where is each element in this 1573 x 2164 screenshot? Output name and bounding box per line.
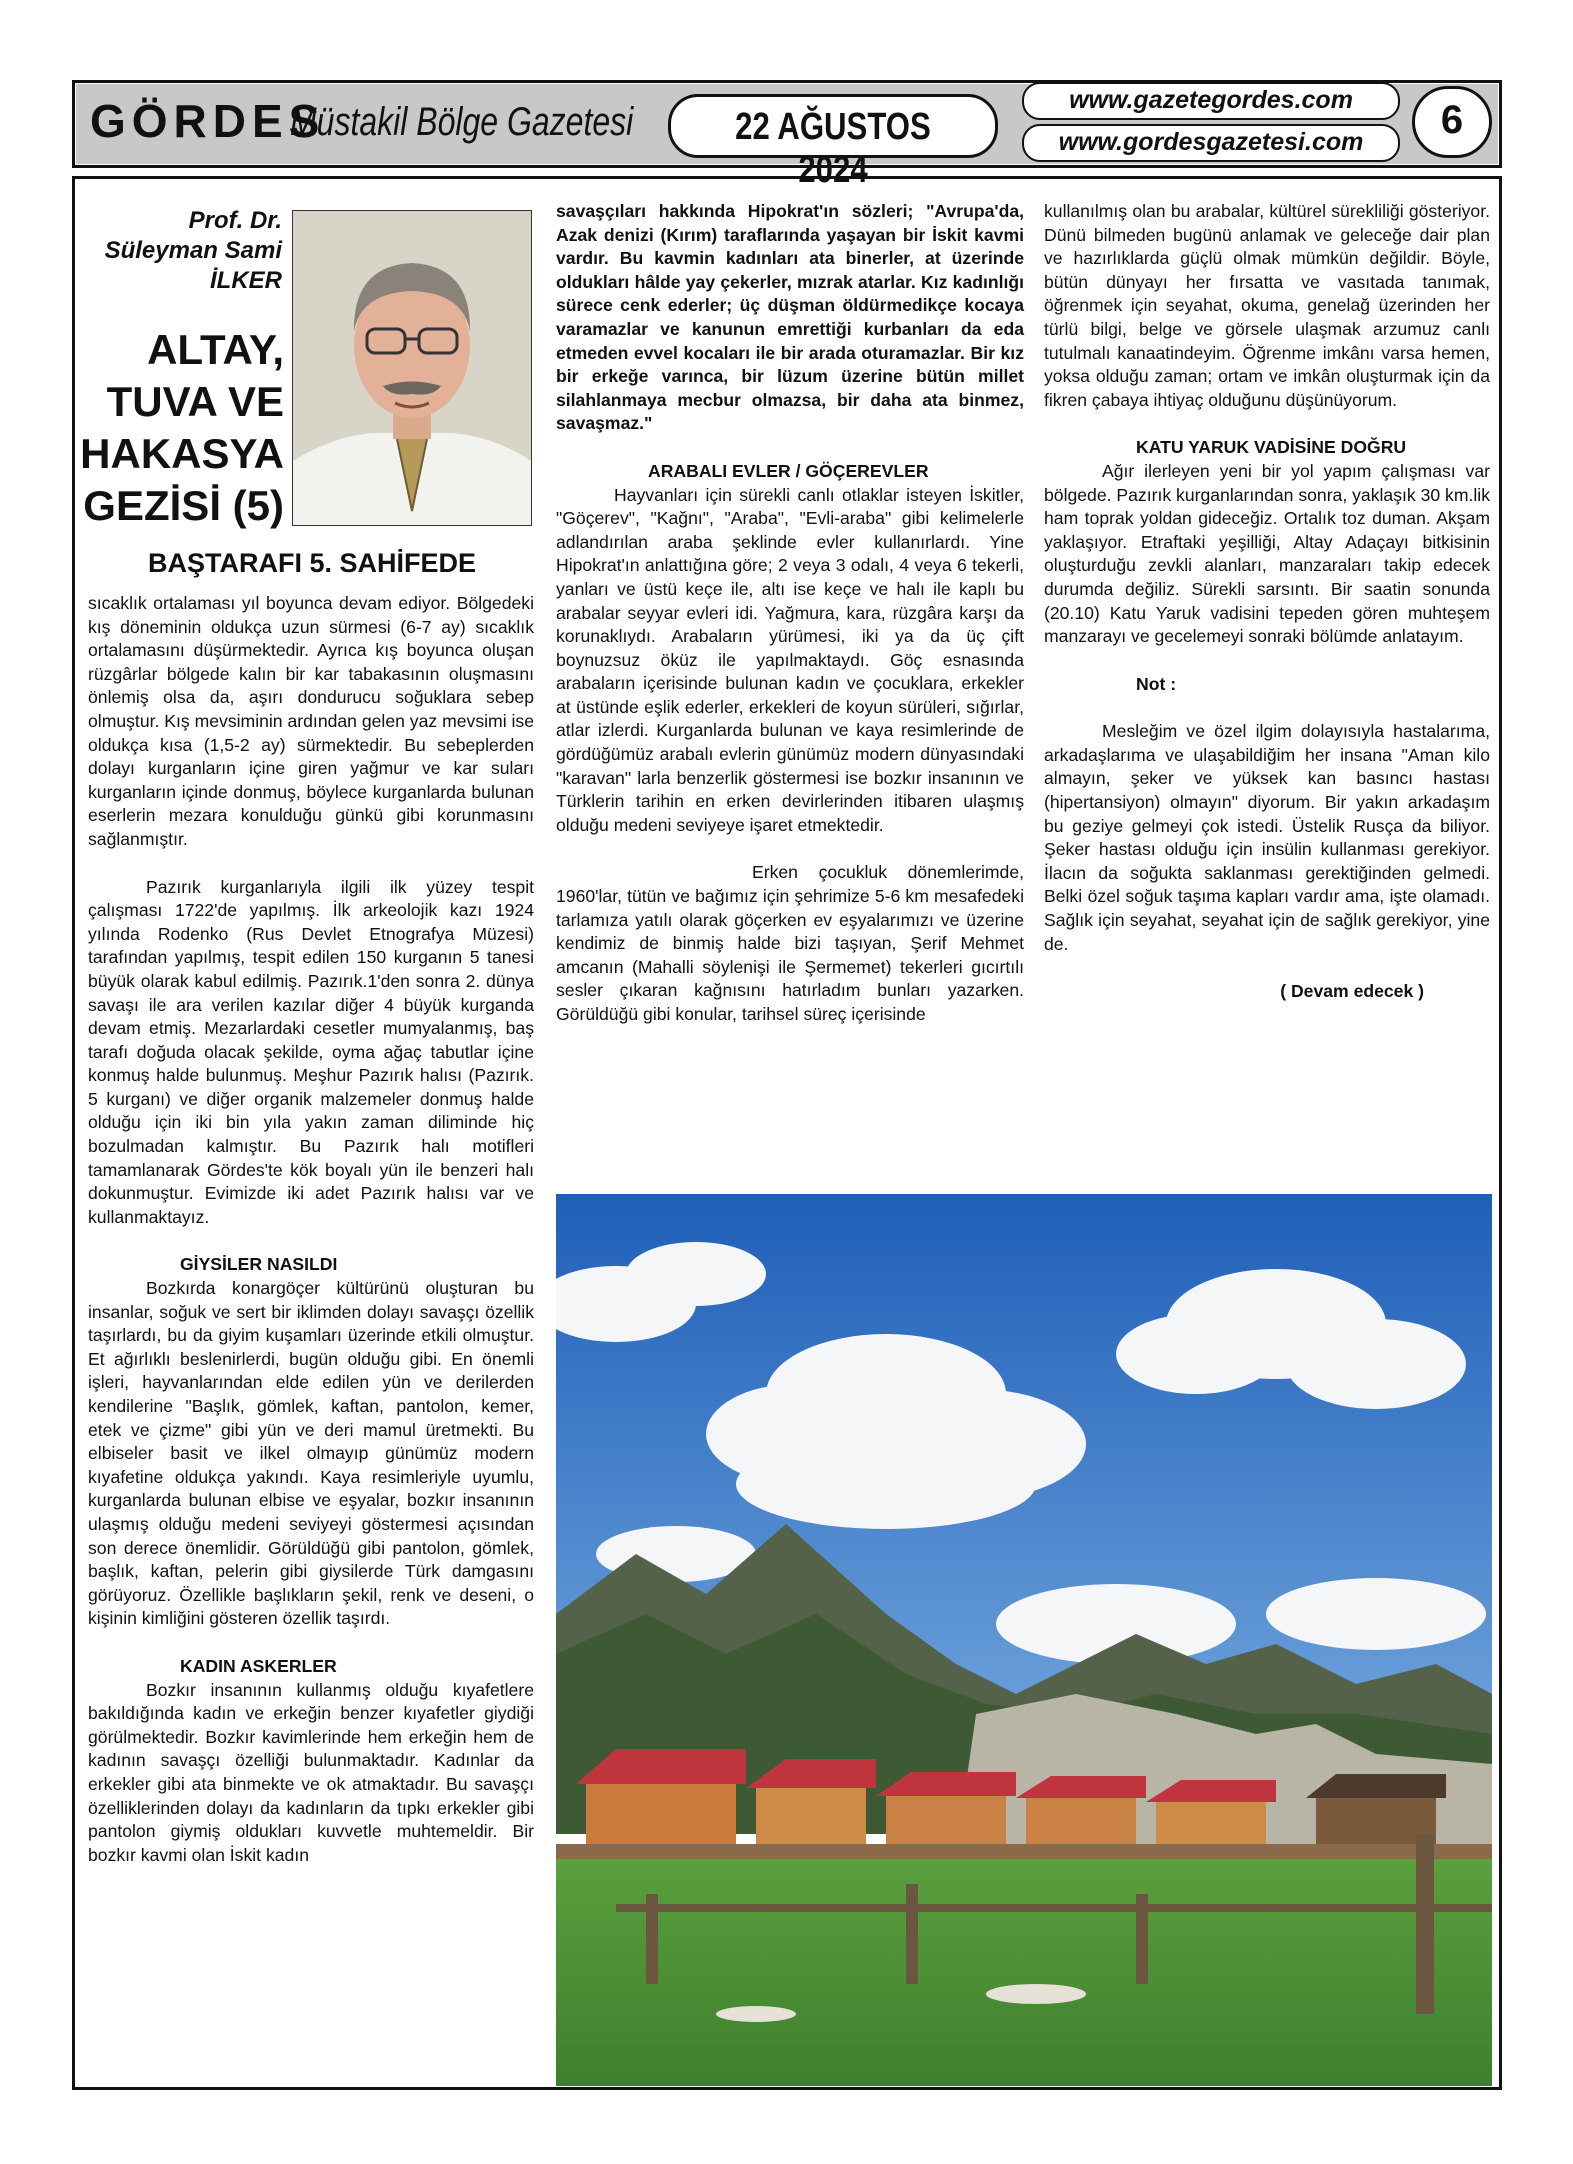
author-photo	[292, 210, 532, 526]
paragraph: savaşçıları hakkında Hipokrat'ın sözleri; "Avrupa'da, Azak denizi (Kırım) taraflarında yaşayan bir İskit kavmi vardır. Bu kavmin kadınları ata binerler, at üzerinde oldukları hâlde yay çekerler, mızrak atarlar. Kız kadınlığı sürece cenk ederler; üç düşman öldürmedikçe kocaya varamazlar ve kanunun emrettiği kurbanları da eda etmeden evvel kocaları ile bir arada oturamazlar. Bir kız bir erkeğe varınca, bir lüzum üzerine bütün millet silahlanmaya mecbur olmazsa, bir daha ata binmez, savaşmaz."	[556, 201, 1024, 434]
paragraph: Bozkırda konargöçer kültürünü oluşturan bu insanlar, soğuk ve sert bir iklimden dolayı savaşçı özellik taşırlardı, bu da giyim kuşamları üzerinde etkili olmuştur. Et ağırlıklı beslenirlerdi, bugün olduğu gibi. En önemli işleri, hayvanlarından elde edilen yün ve derilerden kendilerine "Başlık, gömlek, kaftan, pantolon, kemer, etek ve çizme" gibi yün ve deri mamul üretmekti. Bu elbiseler basit ve ilkel olmayıp günümüz modern kıyafetine oldukça yakındı. Kaya resimleriyle uyumlu, kurganlarda bulunan elbise ve eşyalar, bozkır insanının ulaşmış olduğu medeni seviyeyi göstermesi açısından son derece önemlidir. Görüldüğü gibi pantolon, gömlek, başlık, kaftan, pelerin gibi giysilerde Türk damgasını görüyoruz. Özellikle başlıkların şekil, renk ve deseni, o kişinin kimliğini gösteren özellik taşırdı.	[88, 1278, 534, 1629]
article-title: ALTAY, TUVA VE HAKASYA GEZİSİ (5)	[80, 326, 284, 529]
newspaper-subtitle: Müstakil Bölge Gazetesi	[290, 100, 634, 144]
newspaper-brand: GÖRDES	[90, 95, 326, 147]
note-label: Not :	[1136, 673, 1177, 694]
paragraph: sıcaklık ortalaması yıl boyunca devam ediyor. Bölgedeki kış döneminin oldukça uzun sürmesi (6-7 ay) sıcaklık ortalamasını düşürmektedir. Ayrıca kış boyunca oluşan rüzgârlar bölgede kalın bir kar tabakasının oluşmasını önlemiş olsa da, aşırı dondurucu soğuklara sebep olmuştur. Kış mevsiminin ardından gelen yaz mevsimi ise oldukça kısa (1,5-2 ay) sürmektedir. Bu sebeplerden dolayı kurganların içine giren yağmur ve kar suları kurganların içinde donmuş, böylece kurganlarda bulunan eserlerin mezara konulduğu günkü gibi korunmasını sağlanmıştır.	[88, 593, 534, 849]
paragraph: kullanılmış olan bu arabalar, kültürel sürekliliği gösteriyor. Dünü bilmeden bugünü anlamak ve geleceğe dair plan ve hazırlıklarda güçlü olmak mümkün değildir. Böyle, bütün dünyayı her fırsatta ve vasıtada tanımak, öğrenmek için seyahat, okuma, genelağ üzerinden her türlü bilgi, belge ve görsele ulaşmak arzumuz canlı tutulmalı kanaatindeyim. Öğrenme imkânı varsa hemen, yoksa olduğu zaman; ortam ve imkân oluşturmak için da fikren çabaya ihtiyaç olduğunu düşünüyorum.	[1044, 201, 1490, 410]
author-portrait-image	[293, 211, 531, 525]
website-link-2[interactable]: www.gordesgazetesi.com	[1058, 128, 1364, 156]
author-name: Prof. Dr. Süleyman Sami İLKER	[104, 207, 282, 294]
to-be-continued-label: ( Devam edecek )	[1280, 981, 1424, 1002]
landscape-photo	[556, 1194, 1492, 2086]
continued-from-label: BAŞTARAFI 5. SAHİFEDE	[147, 548, 477, 578]
website-link-1[interactable]: www.gazetegordes.com	[1069, 86, 1353, 114]
section-heading: KADIN ASKERLER	[180, 1655, 337, 1676]
section-heading: ARABALI EVLER / GÖÇEREVLER	[648, 460, 929, 481]
paragraph: Pazırık kurganlarıyla ilgili ilk yüzey tespit çalışması 1722'de yapılmış. İlk arkeolojik kazı 1924 yılında Rodenko (Rus Devlet Etnografya Müzesi) tarafından yapılmış, tespit edilen 150 kurganın 5 tanesi büyük olarak kabul edilmiş. Pazırık.1'den sonra 2. dünya savaşı ile ara verilen kazılar diğer 4 büyük kurganda devam etmiş. Mezarlardaki cesetler mumyalanmış, baş tarafı doğuda olacak şekilde, oyma ağaç tabutlar içine konmuş halde bulunmuş. Meşhur Pazırık halısı (Pazırık. 5 kurganı) ve diğer organik malzemeler donmuş halde olduğu için iki bin yıla yakın zaman diliminde hiç bozulmadan kalmıştır. Bu Pazırık halı motifleri tamamlanarak Gördes'te kök boyalı yün ile benzeri halı dokunmuştur. Evimizde iki adet Pazırık halısı var ve kullanmaktayız.	[88, 876, 534, 1227]
section-heading: KATU YARUK VADİSİNE DOĞRU	[1136, 437, 1407, 458]
paragraph: Erken çocukluk dönemlerimde, 1960'lar, tütün ve bağımız için şehrimize 5-6 km mesafedeki tarlamıza yatılı olarak göçerken ev eşyalarımızı ve üzerine kendimiz de binmiş halde bizi taşıyan, Şerif Mehmet amcanın (Mahalli söylenişi ile Şermemet) tekerleri gıcırtılı sesler çıkaran kağnısını hatırladım bunları yazarken. Görüldüğü gibi konular, tarihsel süreç içerisinde	[556, 862, 1024, 1024]
paragraph: Hayvanları için sürekli canlı otlaklar isteyen İskitler, "Göçerev", "Kağnı", "Araba", "Evli-araba" gibi kelimelerle adlandırılan araba şeklinde evler kullanırlardı. Yine Hipokrat'ın anlattığına göre; 2 veya 3 odalı, 4 veya 6 tekerli, yanları ve üstü keçe ile, altı ise keçe ve halı ile kaplı bu arabalar seyyar evleri idi. Yağmura, kara, rüzgâra karşı da korunaklıydı. Arabaların yürümesi, iki ya da üç çift boynuzsuz öküz ile yapılmaktaydı. Göç esnasında arabaların içerisinde bulunan kadın ve çocuklara, erkekler at üstünde eşlik ederler, erkekleri de koyun sürüleri, sığırlar, atlar izlerdi. Kurganlarda bulunan ve kaya resimlerinde de gördüğümüz arabalı evlerin günümüz modern dünyasındaki "karavan" larla benzerlik göstermesi ise bozkır insanının ve Türklerin tarihin en erken devirlerinden itibaren ulaşmış olduğu medeni seviyeye işaret etmektedir.	[556, 484, 1024, 835]
column-1	[88, 592, 534, 1867]
page-number: 6	[1440, 98, 1464, 142]
altay-valley-landscape-image	[556, 1194, 1492, 2086]
column-2	[556, 200, 1024, 1027]
paragraph: Mesleğim ve özel ilgim dolayısıyla hastalarıma, arkadaşlarıma ve ulaşabildiğim her insana "Aman kilo almayın, şeker ve yüksek kan basıncı hastası (hipertansiyon) olmayın" diyorum. Bir yakın arkadaşım bu geziye gelmeyi çok istedi. Üstelik Rusça da biliyor. Şeker hastası olduğu için insülin kullanması gerekiyor. İlacın da soğukta saklanması gerektiğinden gelmedi. Belki özel soğuk taşıma kapları vardır ama, işte olamadı. Sağlık için seyahat, seyahat için de sağlık gerekiyor, yine de.	[1044, 721, 1490, 954]
column-3	[1044, 200, 1490, 1004]
paragraph: Bozkır insanının kullanmış olduğu kıyafetlere bakıldığında kadın ve erkeğin benzer kıyafetler giydiği görülmektedir. Bozkır kavimlerinde hem erkeğin hem de kadının savaşçı özelliği bulunmaktadır. Kadınlar da erkekler gibi ata binmekte ve ok atmaktadır. Bu savaşçı özelliklerinden dolayı da kadınların da tıpkı erkekler gibi pantolon giymiş oldukları kuvvetle muhtemeldir. Bir bozkır kavmi olan İskit kadın	[88, 1679, 534, 1865]
paragraph: Ağır ilerleyen yeni bir yol yapım çalışması var bölgede. Pazırık kurganlarından sonra, yaklaşık 30 km.lik ham toprak yoldan gideceğiz. Ortalık toz duman. Akşam yaklaşıyor. Etraftaki yeşilliği, Altay Adaçayı bitkisinin oluşturduğu zevkli alanları, manzaraları takip edecek durumda değiliz. Sürekli sarsıntı. Bir saatin sonunda (20.10) Katu Yaruk vadisini tepeden gören muhteşem manzarayı ve gecelemeyi sonraki bölümde anlatayım.	[1044, 460, 1490, 647]
section-heading: GİYSİLER NASILDI	[180, 1254, 338, 1275]
issue-date: 22 AĞUSTOS 2024	[735, 106, 931, 191]
